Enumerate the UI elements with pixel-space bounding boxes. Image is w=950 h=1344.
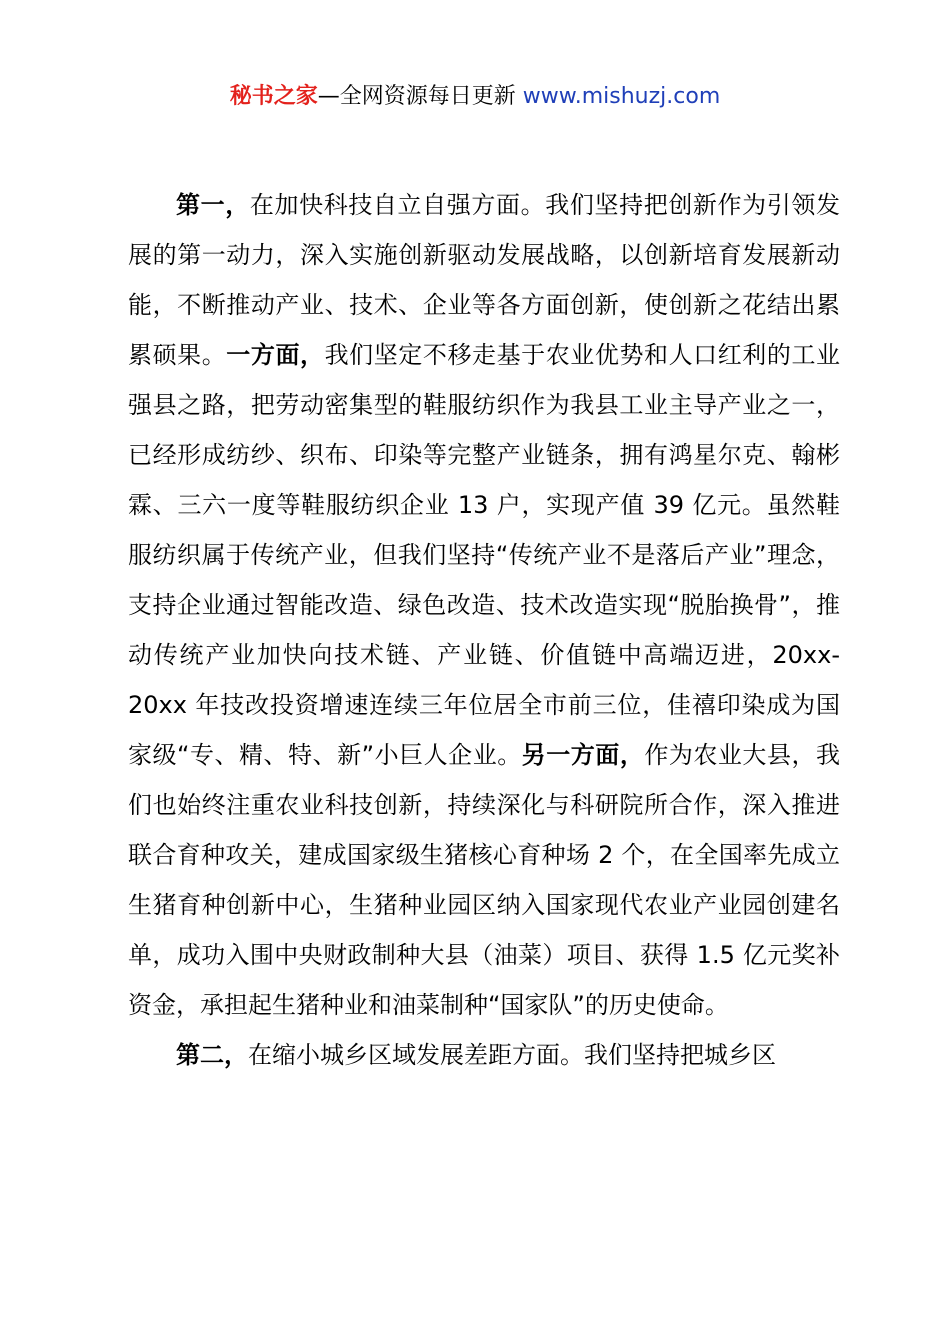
- emphasis-other-aspect: 另一方面，: [521, 741, 645, 769]
- paragraph-second: [128, 1030, 840, 1080]
- paragraph-text: 在缩小城乡区域发展差距方面。我们坚持把城乡区: [248, 1041, 776, 1069]
- paragraph-lead: 第二，: [176, 1041, 248, 1069]
- paragraph-text: 在加快科技自立自强方面。我们坚持把创新作为引领发展的第一动力，深入实施创新驱动发展战略，以创新培育发展新动能，不断推动产业、技术、企业等各方面创新，使创新之花结出累累硕果。: [128, 191, 841, 369]
- paragraph-first: [128, 180, 840, 1030]
- header-tagline: —全网资源每日更新: [317, 84, 523, 109]
- paragraph-text: 作为农业大县，我们也始终注重农业科技创新，持续深化与科研院所合作，深入推进联合育种攻关，建成国家级生猪核心育种场 2 个，在全国率先成立生猪育种创新中心，生猪种业园区纳入国家现代农业产业园创建名单，成功入围中央财政制种大县（油菜）项目、获得 1.5 亿元奖补资金，承担起生猪种业和油菜制种“国家队”的历史使命。: [128, 741, 840, 1019]
- emphasis-one-aspect: 一方面，: [226, 341, 325, 369]
- page-header: [0, 80, 950, 114]
- brand-name: 秘书之家: [229, 84, 318, 109]
- site-url-link[interactable]: www.mishuzj.com: [522, 84, 721, 109]
- paragraph-lead: 第一，: [176, 191, 250, 219]
- document-body: [128, 180, 840, 1080]
- paragraph-text: 我们坚定不移走基于农业优势和人口红利的工业强县之路，把劳动密集型的鞋服纺织作为我县工业主导产业之一，已经形成纺纱、织布、印染等完整产业链条，拥有鸿星尔克、翰彬霖、三六一度等鞋服纺织企业 13 户，实现产值 39 亿元。虽然鞋服纺织属于传统产业，但我们坚持“传统产业不是落后产业”理念，支持企业通过智能改造、绿色改造、技术改造实现“脱胎换骨”，推动传统产业加快向技术链、产业链、价值链中高端迈进，20xx-20xx 年技改投资增速连续三年位居全市前三位，佳禧印染成为国家级“专、精、特、新”小巨人企业。: [128, 341, 841, 769]
